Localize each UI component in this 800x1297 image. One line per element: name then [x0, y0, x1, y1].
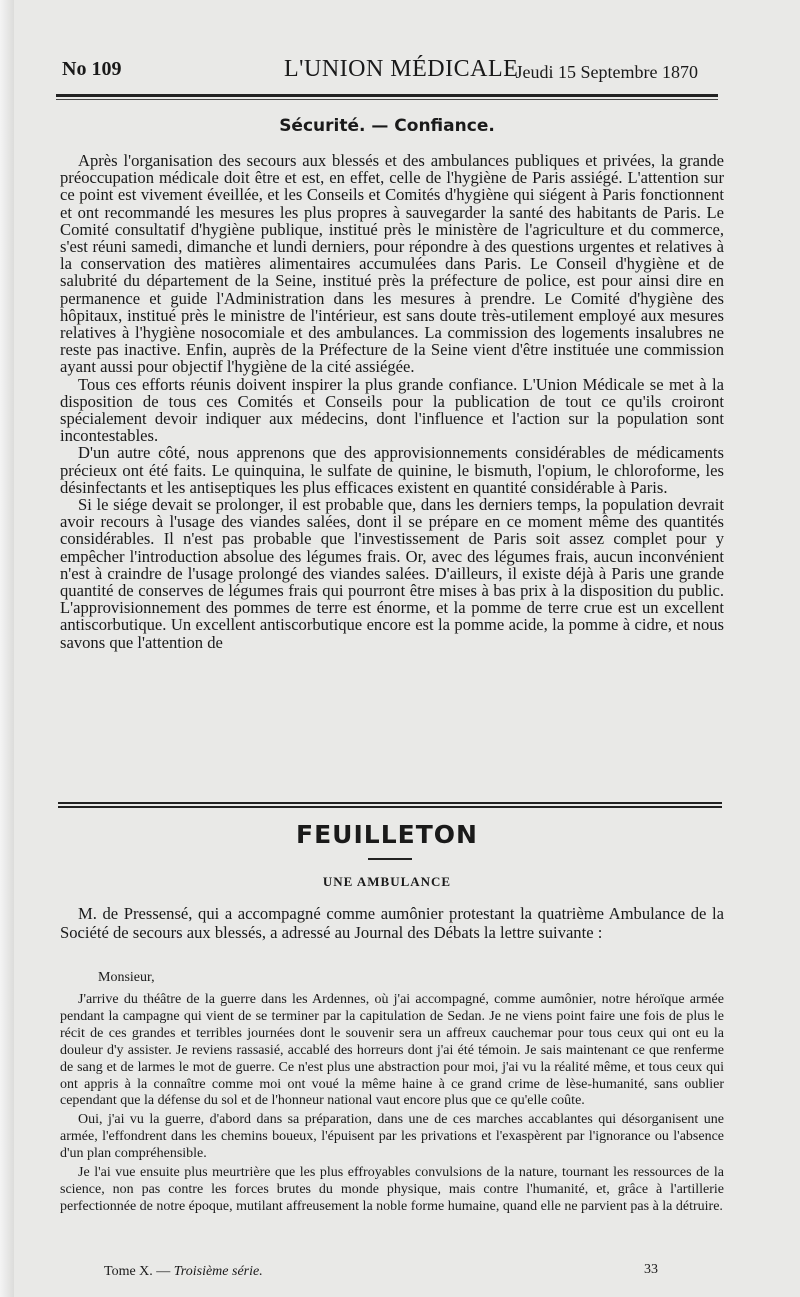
- section-divider: [58, 802, 722, 804]
- article-paragraph: D'un autre côté, nous apprenons que des approvisionnements considérables de médicaments précieux ont été faits. Le quinquina, le sulfate de quinine, le bismuth, l'opium, le chloroforme, les désinfectants et les antiseptiques les plus efficaces existent en quantité considérable à Paris.: [60, 443, 724, 497]
- page-number: 33: [644, 1262, 658, 1277]
- header-rule-thin: [56, 99, 718, 100]
- volume-label: Tome X. —: [104, 1264, 171, 1279]
- article-title: Sécurité. — Confiance.: [279, 116, 495, 136]
- series-label: Troisième série.: [173, 1264, 263, 1279]
- issue-number: No 109: [62, 58, 122, 80]
- feuilleton-heading: FEUILLETON: [296, 820, 478, 849]
- page-header: [62, 56, 722, 90]
- feuilleton-rule: [368, 858, 412, 860]
- article-paragraph: Si le siége devait se prolonger, il est probable que, dans les derniers temps, la population devrait avoir recours à l'usage des viandes salées, dont il se prépare en ce moment même des quantités considérables. Il n'est pas probable que l'investissement de Paris soit assez complet pour y empêcher l'introduction absolue des légumes frais. Or, avec des légumes frais, aucun inconvénient n'est à craindre de l'usage prolongé des viandes salées. D'ailleurs, il existe déjà à Paris une grande quantité de conserves de légumes frais qui pourront être mises à bas prix à la disposition du public. L'approvisionnement des pommes de terre est énorme, et la pomme de terre crue est un excellent antiscorbutique. Un excellent antiscorbutique encore est la pomme acide, la pomme à cidre, et nous savons que l'attention de: [60, 495, 724, 652]
- intro-paragraph: M. de Pressensé, qui a accompagné comme aumônier protestant la quatrième Ambulance de la Société de secours aux blessés, a adressé au Journal des Débats la lettre suivante :: [60, 904, 724, 942]
- journal-title: L'UNION MÉDICALE: [284, 56, 519, 82]
- page-edge: [0, 0, 14, 1297]
- header-rule: [56, 94, 718, 97]
- letter-paragraph: J'arrive du théâtre de la guerre dans les Ardennes, où j'ai accompagné, comme aumônier, notre héroïque armée pendant la campagne qui vient de se terminer par la capitulation de Sedan. Je ne viens point faire une fois de plus le récit de ces grandes et terribles journées dont le souvenir sera un affreux cauchemar pour tous ceux qui ont eu la douleur d'y assister. Je reviens rassasié, accablé des horreurs dont j'ai été témoin. Je sais maintenant ce que renferme de sang et de larmes le mot de guerre. Ce n'est plus une abstraction pour moi, j'ai vu la réalité même, et tous ceux qui ont appris à la connaître comme moi ont voué la même haine à ce grand crime de lèse-humanité, sans oublier cependant que la défense du sol et de l'honneur national vaut encore plus que ce qu'elle coûte.: [60, 992, 724, 1109]
- article-paragraph: Après l'organisation des secours aux blessés et des ambulances publiques et privées, la grande préoccupation médicale doit être et est, en effet, celle de l'hygiène de Paris assiégé. L'attention sur ce point est vivement éveillée, et les Conseils et Comités d'hygiène qui siégent à Paris fonctionnent et ont recommandé les mesures les plus propres à sauvegarder la santé des habitants de Paris. Le Comité consultatif d'hygiène publique, institué près le ministère de l'agriculture et du commerce, s'est réuni samedi, dimanche et lundi derniers, pour répondre à des questions urgentes et relatives à la conservation des matières alimentaires accumulées dans Paris. Le Conseil d'hygiène et de salubrité du département de la Seine, institué près la préfecture de police, est pour ainsi dire en permanence et guide l'Administration dans les mesures à prendre. Le Comité d'hygiène des hôpitaux, institué près le ministre de l'intérieur, est sans doute très-utilement employé aux mesures relatives à l'hygiène nosocomiale et des ambulances. La commission des logements insalubres ne reste pas inactive. Enfin, auprès de la Préfecture de la Seine vient d'être instituée une commission ayant aussi pour objectif l'hygiène de la cité assiégée.: [60, 151, 724, 377]
- letter-body: [60, 992, 724, 1218]
- letter-paragraph: Je l'ai vue ensuite plus meurtrière que les plus effroyables convulsions de la nature, tournant les ressources de la science, non pas contre les forces brutes du monde physique, mais contre l'humanité, et, grâce à l'artillerie perfectionnée de notre époque, mutilant affreusement la noble forme humaine, quand elle ne parvient pas à la détruire.: [60, 1165, 724, 1214]
- article-paragraph: Tous ces efforts réunis doivent inspirer la plus grande confiance. L'Union Médicale se met à la disposition de tous ces Comités et Conseils pour la publication de tout ce qu'ils croiront spécialement devoir indiquer aux médecins, dont l'influence et l'action sur la population sont incontestables.: [60, 374, 724, 446]
- issue-date: Jeudi 15 Septembre 1870: [515, 62, 698, 82]
- feuilleton-intro: [60, 904, 724, 942]
- article-body: [60, 152, 724, 651]
- letter-paragraph: Oui, j'ai vu la guerre, d'abord dans sa préparation, dans une de ces marches accablantes qui désorganisent une armée, l'effondrent dans les chemins boueux, l'épuisent par les privations et l'exaspèrent par l'ignorance ou l'absence d'un plan compréhensible.: [60, 1112, 724, 1162]
- feuilleton-subtitle: UNE AMBULANCE: [322, 874, 452, 889]
- section-divider-second: [58, 806, 722, 808]
- letter-salutation: Monsieur,: [98, 970, 155, 985]
- footer-volume: [104, 1264, 263, 1280]
